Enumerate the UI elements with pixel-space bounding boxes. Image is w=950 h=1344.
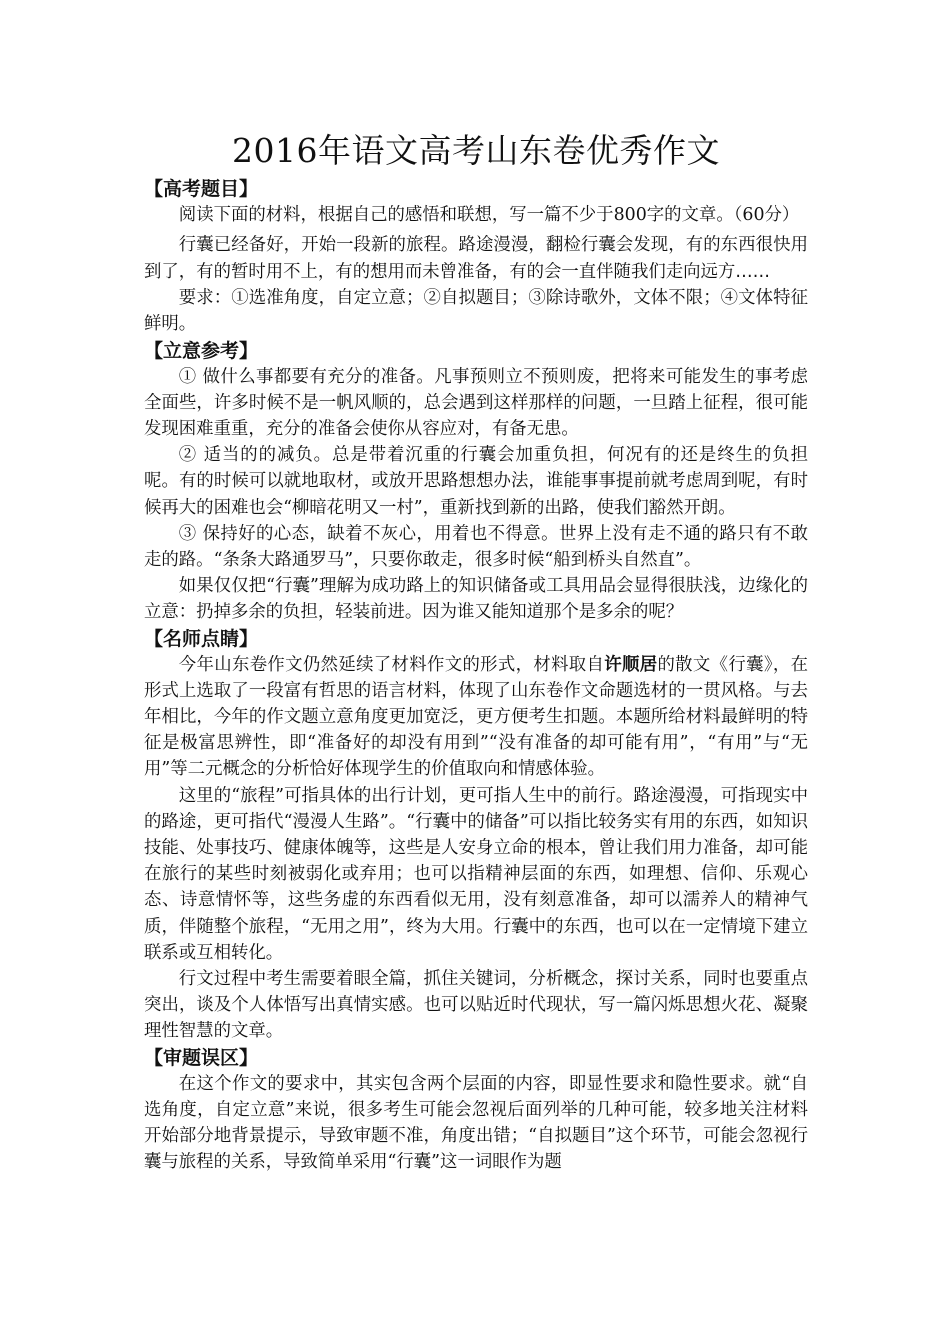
teacher-comment-para-1-end: 的散文《行囊》，在形式上选取了一段富有哲思的语言材料，体现了山东卷作文命题选材的一贯风格。与去年相比，今年的作文题立意角度更加宽泛，更方便考生扣题。本题所给材料最鲜明的特征是极富思辨性，即“准备好的却没有用到”“没有准备的却可能有用”，“有用”与“无用”等二元概念的分析恰好体现学生的价值取向和情感体验。 [144, 654, 808, 780]
teacher-comment-para-1 [144, 652, 808, 783]
teacher-comment-para-1-start: 今年山东卷作文仍然延续了材料作文的形式，材料取自 [178, 654, 605, 675]
section-heading-misreading: 【审题误区】 [144, 1046, 259, 1069]
exam-material: 行囊已经备好，开始一段新的旅程。路途漫漫，翻检行囊会发现，有的东西很快用到了，有的暂时用不上，有的想用而未曾准备，有的会一直伴随我们走向远方…… [144, 235, 808, 282]
author-name: 许顺居 [604, 654, 658, 675]
misreading-para-1: 在这个作文的要求中，其实包含两个层面的内容，即显性要求和隐性要求。就“自选角度，自定立意”来说，很多考生可能会忽视后面列举的几种可能，较多地关注材料开始部分地背景提示，导致审题不准，角度出错；“自拟题目”这个环节，可能会忽视行囊与旅程的关系，导致简单采用“行囊”这一词眼作为题 [144, 1073, 808, 1173]
intent-point-2: ② 适当的的减负。总是带着沉重的行囊会加重负担，何况有的还是终生的负担呢。有的时候可以就地取材，或放开思路想想办法，谁能事事提前就考虑周到呢，有时候再大的困难也会“柳暗花明又一村”，重新找到新的出路，使我们豁然开朗。 [144, 445, 808, 518]
exam-instruction: 阅读下面的材料，根据自己的感悟和联想，写一篇不少于800字的文章。（60分） [178, 205, 800, 225]
teacher-comment-para-2: 这里的“旅程”可指具体的出行计划，更可指人生中的前行。路途漫漫，可指现实中的路途，更可指代“漫漫人生路”。“行囊中的储备”可以指比较务实有用的东西，如知识技能、处事技巧、健康体魄等，这些是人安身立命的根本，曾让我们用力准备，却可能在旅行的某些时刻被弱化或弃用；也可以指精神层面的东西，如理想、信仰、乐观心态、诗意情怀等，这些务虚的东西看似无用，没有刻意准备，却可以濡养人的精神气质，伴随整个旅程，“无用之用”，终为大用。行囊中的东西，也可以在一定情境下建立联系或互相转化。 [144, 785, 808, 963]
section-heading-exam-question: 【高考题目】 [144, 178, 259, 200]
intent-point-1: ① 做什么事都要有充分的准备。凡事预则立不预则废，把将来可能发生的事考虑全面些，许多时候不是一帆风顺的，总会遇到这样那样的问题，一旦踏上征程，很可能发现困难重重，充分的准备会使你从容应对，有备无患。 [144, 366, 808, 440]
teacher-comment-para-3: 行文过程中考生需要着眼全篇，抓住关键词，分析概念，探讨关系，同时也要重点突出，谈及个人体悟写出真情实感。也可以贴近时代现状，写一篇闪烁思想火花、凝聚理性智慧的文章。 [144, 969, 808, 1042]
document-page [144, 128, 808, 1176]
exam-requirements: 要求：①选准角度，自定立意；②自拟题目；③除诗歌外，文体不限；④文体特征鲜明。 [144, 288, 808, 335]
section-heading-intent-reference: 【立意参考】 [144, 339, 259, 362]
section-heading-teacher-comment: 【名师点睛】 [144, 627, 259, 650]
intent-point-3: ③ 保持好的心态，缺着不灰心，用着也不得意。世界上没有走不通的路只有不敢走的路。“条条大路通罗马”，只要你敢走，很多时候“船到桥头自然直”。 [144, 523, 808, 571]
intent-note: 如果仅仅把“行囊”理解为成功路上的知识储备或工具用品会显得很肤浅，边缘化的立意：扔掉多余的负担，轻装前进。因为谁又能知道那个是多余的呢？ [144, 576, 808, 623]
page-title: 2016年语文高考山东卷优秀作文 [232, 131, 720, 170]
